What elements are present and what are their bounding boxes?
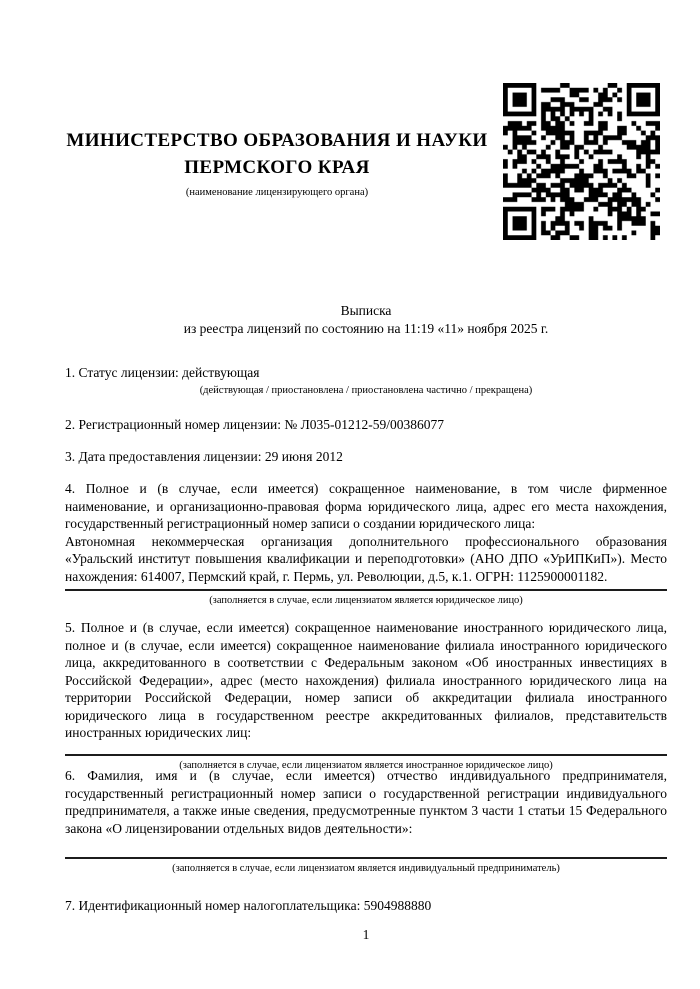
qr-code-icon <box>503 83 660 240</box>
item-legal-entity <box>65 480 667 607</box>
item-foreign-entity <box>65 619 667 772</box>
legal-entity-note: (заполняется в случае, если лицензиатом является юридическое лицо) <box>209 595 523 606</box>
legal-entity-label: 4. Полное и (в случае, если имеется) сокращенное наименование, в том числе фирменное наименование, и организационно-правовая форма юридического лица, адрес его места нахождения, государственный регистрационный номер записи о создании юридического лица: <box>65 481 667 531</box>
ministry-name-line1: МИНИСТЕРСТВО ОБРАЗОВАНИЯ И НАУКИ <box>66 130 488 151</box>
legal-entity-underline <box>65 589 667 591</box>
foreign-entity-underline <box>65 754 667 756</box>
ministry-caption: (наименование лицензирующего органа) <box>185 187 369 198</box>
foreign-entity-note: (заполняется в случае, если лицензиатом является иностранное юридическое лицо) <box>179 759 553 771</box>
registration-number-text: 2. Регистрационный номер лицензии: № Л035-01212-59/00386077 <box>65 417 445 432</box>
licensing-authority-header <box>65 127 489 199</box>
item-license-status <box>65 364 667 397</box>
qr-code-image <box>503 83 660 240</box>
ministry-name-line2: ПЕРМСКОГО КРАЯ <box>184 157 370 178</box>
item-registration-number <box>65 416 667 434</box>
license-status-options-note: (действующая / приостановлена / приостановлена частично / прекращена) <box>199 384 533 396</box>
document-title-line2: из реестра лицензий по состоянию на 11:19 «11» ноября 2025 г. <box>183 320 549 336</box>
taxpayer-number-text: 7. Идентификационный номер налогоплательщика: 5904988880 <box>65 898 432 913</box>
document-title-line1: Выписка <box>340 303 392 318</box>
item-taxpayer-number <box>65 897 667 915</box>
document-title <box>65 302 667 337</box>
license-status-text: 1. Статус лицензии: действующая <box>65 365 260 380</box>
legal-entity-value: Автономная некоммерческая организация дополнительного профессионального образования «Уральский институт повышения квалификации и переподготовки» (АНО ДПО «УрИПКиП»). Место нахождения: 614007, Пермский край, г. Пермь, ул. Революции, д.5, к.1. ОГРН: 1125900001182. <box>65 533 667 584</box>
foreign-entity-label: 5. Полное и (в случае, если имеется) сокращенное наименование иностранного юридического лица, полное и (в случае, если имеется) сокращенное наименование филиала иностранного юридического лица, аккредитованного в соответствии с Федеральным законом «Об иностранных инвестициях в Российской Федерации», адрес (место нахождения) филиала иностранного юридического лица на территории Российской Федерации, номер записи об аккредитации филиала иностранного юридического лица в государственном реестре аккредитованных филиалов, представительств иностранных юридических лиц: <box>65 620 667 740</box>
grant-date-text: 3. Дата предоставления лицензии: 29 июня 2012 <box>65 449 343 464</box>
item-individual-entrepreneur <box>65 767 667 875</box>
page-number: 1 <box>362 927 370 942</box>
individual-entrepreneur-note: (заполняется в случае, если лицензиатом является индивидуальный предприниматель) <box>172 863 560 874</box>
individual-entrepreneur-label: 6. Фамилия, имя и (в случае, если имеется) отчество индивидуального предпринимателя, государственный регистрационный номер записи о государственной регистрации индивидуального предпринимателя, а также иные сведения, предусмотренные пунктом 3 части 1 статьи 15 Федерального закона «О лицензировании отдельных видов деятельности»: <box>65 768 667 836</box>
item-grant-date <box>65 448 667 466</box>
individual-entrepreneur-underline <box>65 857 667 859</box>
